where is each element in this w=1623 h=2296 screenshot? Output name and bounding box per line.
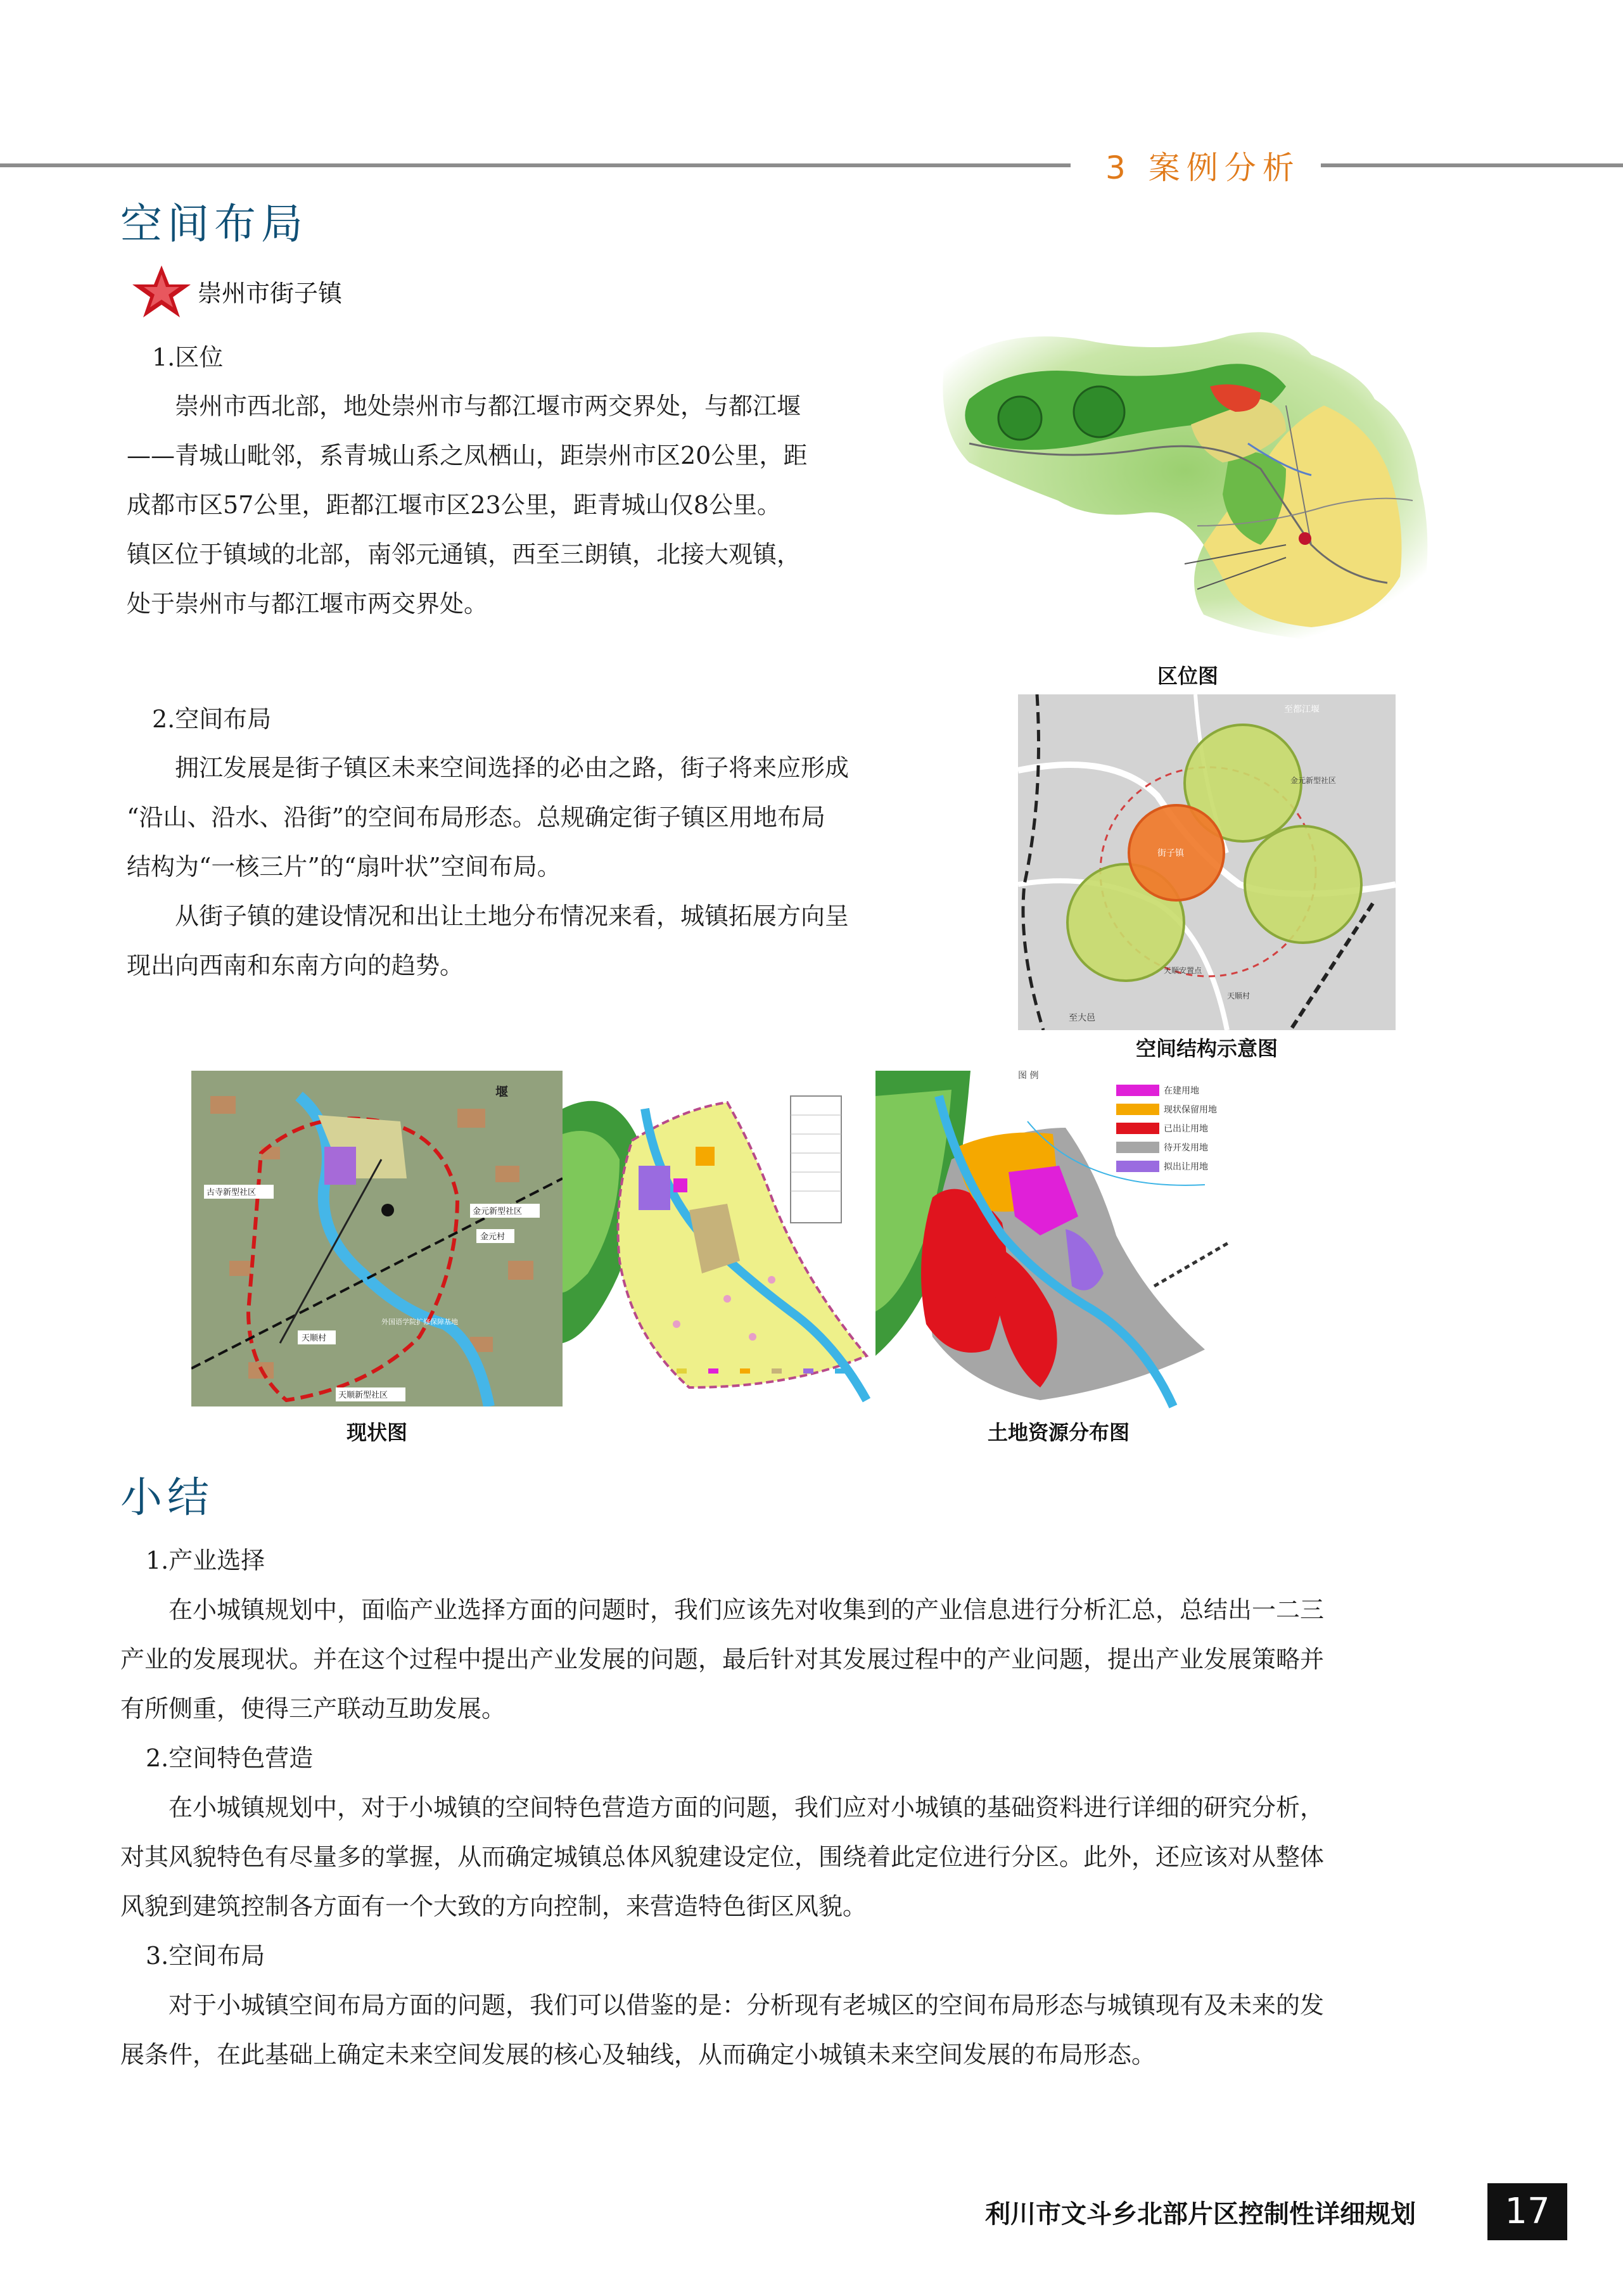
text-line: 处于崇州市与都江堰市两交界处。 [127, 590, 488, 618]
section-title-summary: 小结 [120, 1473, 214, 1522]
legend-label: 在建用地 [1164, 1086, 1199, 1096]
block2-text [127, 743, 963, 990]
summary-heading: 2.空间特色营造 [146, 1744, 314, 1772]
text-line: 镇区位于镇域的北部，南邻元通镇，西至三朗镇，北接大观镇， [127, 540, 801, 568]
legend-swatch [1116, 1142, 1159, 1153]
star-icon [130, 263, 193, 322]
text-line: 崇州市西北部，地处崇州市与都江堰市两交界处，与都江堰 [175, 392, 801, 420]
text-line: 在小城镇规划中，面临产业选择方面的问题时，我们应该先对收集到的产业信息进行分析汇总，总结出一二三 [169, 1596, 1325, 1624]
structure-diagram-caption: 空间结构示意图 [1135, 1036, 1278, 1061]
legend-swatch [1116, 1123, 1159, 1134]
structure-label: 金元新型社区 [1290, 776, 1337, 785]
legend-label: 现状保留用地 [1164, 1105, 1217, 1115]
block1-heading: 1.区位 [152, 343, 224, 371]
text-line: 在小城镇规划中，对于小城镇的空间特色营造方面的问题，我们应对小城镇的基础资料进行详细的研究分析， [169, 1794, 1325, 1821]
summary-heading: 1.产业选择 [146, 1547, 265, 1574]
text-line: 成都市区57公里，距都江堰市区23公里，距青城山仅8公里。 [127, 491, 781, 519]
structure-label: 天顺村 [1227, 992, 1251, 1000]
text-line: 有所侧重，使得三产联动互助发展。 [120, 1695, 506, 1723]
structure-label: 街子镇 [1157, 848, 1184, 858]
page-number: 17 [1487, 2183, 1567, 2240]
summary-text [120, 1536, 1482, 2079]
text-line: 从街子镇的建设情况和出让土地分布情况来看，城镇拓展方向呈 [175, 902, 850, 930]
section-title-layout: 空间布局 [120, 200, 308, 248]
chapter-label: 3 案例分析 [1105, 150, 1301, 186]
legend-swatch [1116, 1104, 1159, 1115]
text-line: 展条件，在此基础上确定未来空间发展的核心及轴线，从而确定小城镇未来空间发展的布局形态。 [120, 2041, 1156, 2069]
location-map-caption: 区位图 [1157, 664, 1218, 688]
block1-text [127, 381, 912, 628]
structure-label: 至都江堰 [1284, 705, 1320, 715]
legend-swatch [1116, 1085, 1159, 1096]
status-label: 天顺村 [302, 1334, 327, 1343]
text-line: ——青城山毗邻，系青城山系之凤栖山，距崇州市区20公里，距 [127, 442, 808, 469]
status-label: 外国语学院扩修保障基地 [381, 1318, 458, 1326]
status-label: 天顺新型社区 [338, 1391, 388, 1400]
text-line: 结构为“一核三片”的“扇叶状”空间布局。 [127, 853, 561, 881]
legend-label: 已出让用地 [1164, 1124, 1208, 1134]
land-use-plan-map [563, 1071, 874, 1406]
text-line: 对其风貌特色有尽量多的掌握，从而确定城镇总体风貌建设定位，围绕着此定位进行分区。此外，还应该对从整体 [120, 1843, 1325, 1871]
structure-diagram [1018, 694, 1396, 1030]
legend-swatch [1116, 1161, 1159, 1172]
header-rule-left [0, 163, 1071, 167]
status-label: 金元村 [480, 1232, 506, 1242]
text-line: 对于小城镇空间布局方面的问题，我们可以借鉴的是：分析现有老城区的空间布局形态与城镇现有及未来的发 [169, 1991, 1325, 2019]
legend-label: 待开发用地 [1164, 1143, 1208, 1153]
legend-label: 拟出让用地 [1164, 1162, 1208, 1172]
status-label: 古寺新型社区 [207, 1188, 257, 1197]
location-map [931, 317, 1444, 653]
legend-title: 图 例 [1018, 1071, 1039, 1081]
header-rule-right [1321, 163, 1623, 167]
status-label: 金元新型社区 [473, 1207, 523, 1216]
structure-label: 至大邑 [1069, 1013, 1095, 1023]
status-label: 堰 [495, 1084, 508, 1099]
text-line: 风貌到建筑控制各方面有一个大致的方向控制，来营造特色街区风貌。 [120, 1892, 867, 1920]
text-line: 拥江发展是街子镇区未来空间选择的必由之路，街子将来应形成 [175, 754, 850, 782]
land-resource-map-caption: 土地资源分布图 [987, 1420, 1130, 1445]
status-map [191, 1071, 563, 1406]
text-line: “沿山、沿水、沿街”的空间布局形态。总规确定街子镇区用地布局 [127, 803, 825, 831]
footer-title: 利川市文斗乡北部片区控制性详细规划 [985, 2200, 1416, 2229]
land-resource-map [875, 1071, 1242, 1413]
status-map-caption: 现状图 [346, 1420, 407, 1445]
text-line: 产业的发展现状。并在这个过程中提出产业发展的问题，最后针对其发展过程中的产业问题，提出产业发展策略并 [120, 1645, 1325, 1673]
structure-label: 天顺安置点 [1164, 966, 1202, 975]
summary-heading: 3.空间布局 [146, 1942, 265, 1970]
text-line: 现出向西南和东南方向的趋势。 [127, 952, 464, 979]
block2-heading: 2.空间布局 [152, 705, 272, 733]
case-title: 崇州市街子镇 [198, 279, 343, 307]
